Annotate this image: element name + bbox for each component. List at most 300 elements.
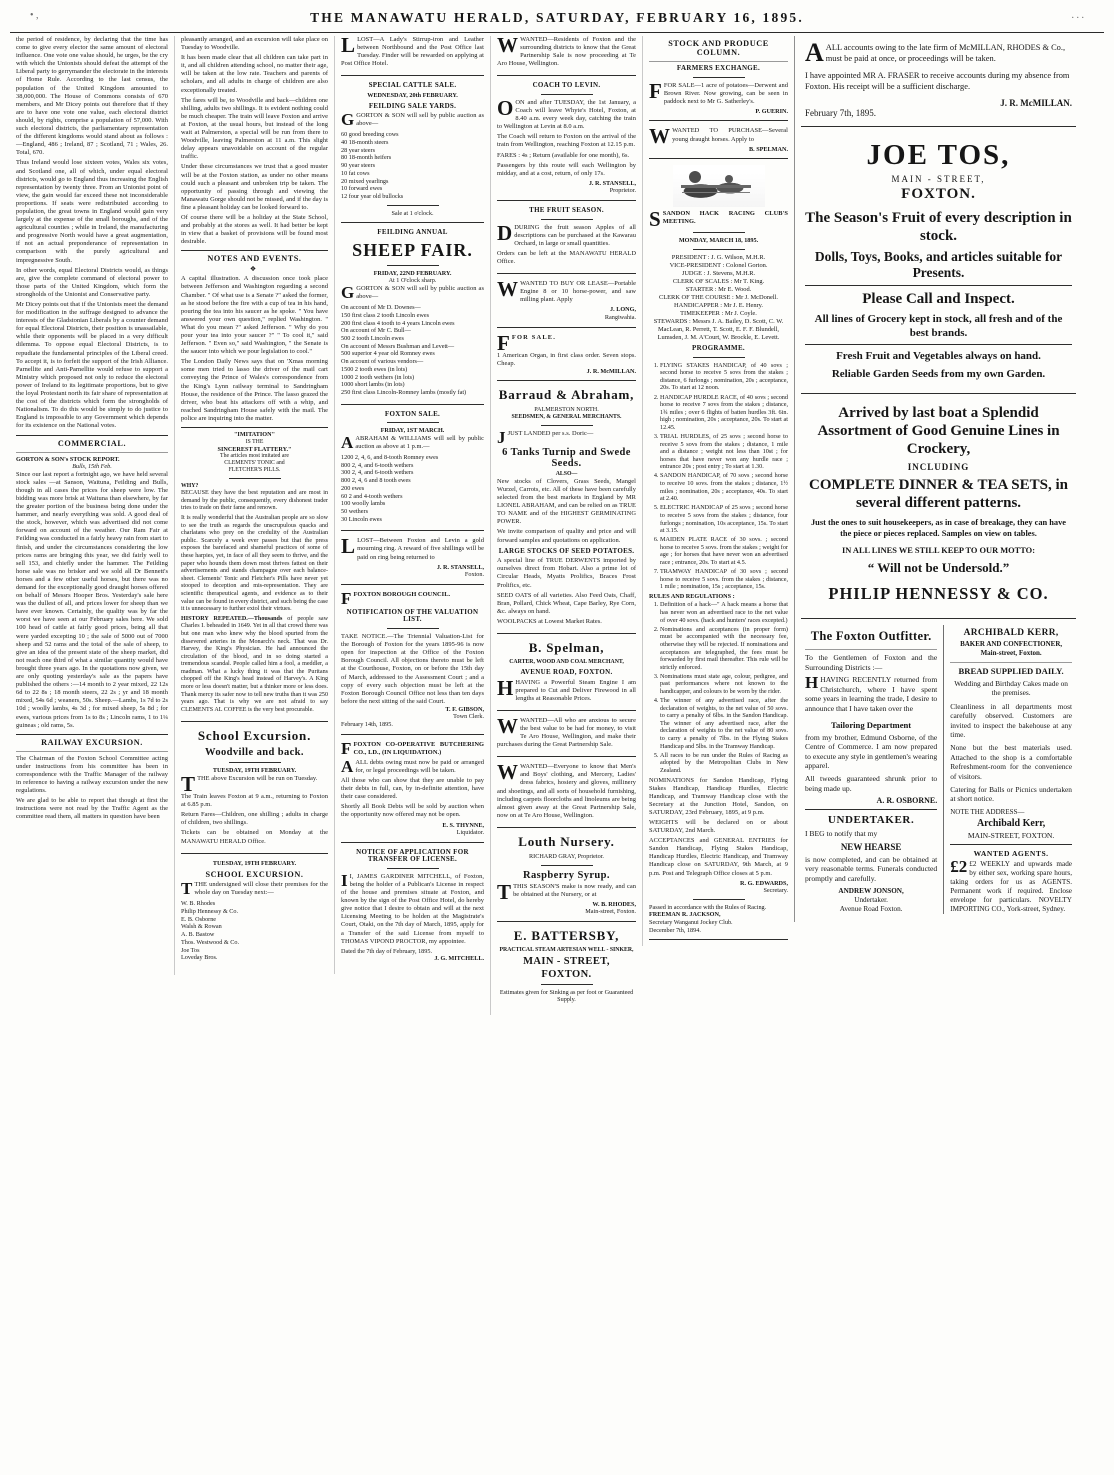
- ad-terms: Sale at 1 o'clock.: [391, 209, 434, 217]
- divider: [693, 357, 745, 358]
- ad-line: Fresh Fruit and Vegetables always on hand.: [836, 350, 1041, 362]
- paragraph: WOOLPACKS at Lowest Market Rates.: [497, 617, 602, 625]
- notice-lost-ring[interactable]: [341, 534, 484, 584]
- divider: [693, 232, 745, 233]
- divider: [387, 628, 439, 629]
- ad-subtitle: CARTER, WOOD AND COAL MERCHANT,: [509, 659, 624, 665]
- ad-motto-pre: IN ALL LINES WE STILL KEEP TO OUR MOTTO:: [841, 546, 1035, 555]
- paragraph-text: HAVING RECENTLY returned from Christchurch, where I have spent some years in learning the trade, I desire to announce that I have taken over the: [805, 675, 938, 713]
- notice-title: FOXTON CO-OPERATIVE BUTCHERING CO., LD., (IN LIQUIDATION.): [353, 740, 484, 756]
- paragraph: A special line of TRUE DERWENTS imported by ourselves direct from Hobart. Also a prime lot of Circular Heads, Myatts Prolifics, Braces Frost Prolifics, etc.: [497, 557, 636, 589]
- ad-department: Tailoring Department: [831, 719, 912, 730]
- ad-wanted-agents-heading: WANTED AGENTS.: [973, 848, 1049, 858]
- paragraph: The Coach will return to Foxton on the arrival of the train from Wellington, reaching Foxton at 12.15 p.m.: [497, 133, 636, 149]
- paragraph: [497, 33, 636, 68]
- ad-body: [181, 772, 328, 846]
- paragraph: The Train leaves Foxton at 9 a.m., returning to Foxton at 6.85 p.m.: [181, 793, 328, 809]
- notice-fruit-season[interactable]: [497, 207, 636, 274]
- ad-business-name: ARCHIBALD KERR,: [963, 628, 1059, 638]
- paragraph-text: GORTON & SON will sell by public auction as above—: [356, 112, 484, 128]
- ad-line: Dolls, Toys, Books, and articles suitable for Presents.: [814, 249, 1063, 280]
- ad-note: NOTE THE ADDRESS—: [950, 807, 1025, 816]
- ad-louth-nursery[interactable]: [497, 834, 636, 922]
- ad-trade: BAKER AND CONFECTIONER,: [960, 640, 1063, 648]
- official: CLERK OF THE COURSE : Mr J. McDonell.: [658, 294, 778, 302]
- ad-title: Louth Nursery.: [518, 833, 615, 849]
- columns-container: [10, 33, 1104, 1015]
- sheep-fair-lot-list: [341, 304, 484, 396]
- signature: ANDREW JONSON,: [838, 886, 904, 895]
- ad-b-spelman[interactable]: [497, 640, 636, 711]
- ad-also: ALSO—: [555, 470, 578, 477]
- paragraph: The London Daily News says that on 'Xmas morning some men tried to lasso the driver of the mail cart conveying the Prince of Wales's correspondence from the King's Lynn railway terminal to Sandringham House, the residence of the Prince. The lasso grazed the driver, who beat his attackers off with a whip, and reached Sandringham House safely with the mail. The police are inquiring into the matter.: [181, 358, 328, 422]
- ad-title: SHEEP FAIR.: [352, 239, 473, 260]
- ad-title: The Foxton Outfitter.: [810, 629, 932, 643]
- divider: [229, 478, 281, 479]
- ad-undertaker-heading: UNDERTAKER.: [827, 814, 915, 827]
- ad-archibald-kerr[interactable]: [944, 625, 1072, 914]
- ad-body: [805, 733, 937, 794]
- stock-report-body: Since our last report a fortnight ago, we have held several stock sales —at Sanson, Waituna, Feilding and Bulls, though in all cases the prices for sheep were low. The bidding was more brisk at Waituna than elsewhere, by far the greater portion of the business being done under the hammer, and nearly everything was sold. A good deal of the stock, however, which was advertised did not come forward on account of the weather. Our Ram Fair at Feilding was conducted in a fairly heavy rain from start to finish, and under the circumstances considering the low prices rams are bringing this year, we did fairly well to sell 153, and chiefly under the hammer. The Feilding horse sale was no brisker and we sold all Dr Bennett's horses and a few other useful horses, but there was no demand for the exceptionally good draught horses offered on behalf of Messrs Hooper Bros. Yesterday's sale here was the dullest of all, and prices lower for sheep than we have ever known. Certainly, the quality was by far the worst we have seen at our February sales here. We sold 100 head of cattle at fairly good prices, being all that were yarded excepting 10 ; the sale of 5000 out of 7000 sheep and 52 rams and the total of the sale of sheep, to give an idea of the present state of the sheep market, did not reach one third of what a similar quantity would have brought three years ago. In the quotations now given, we are only quoting yesterday's sale as the papers have published the others :—14 month to 2 year mixed, 22 12s 6d to 22 8s ; 18 month steers, 22 2s ; yr and 18 month mixed, 54s 6d ; weaners, 50s. Sheep.—Lambs, 1s 7d to 2s 10d ; woolly lambs, 4s 3d ; for mixed sheep, 5s 8d ; for ewes, various prices from 1s to 8s ; Lincoln rams, 1 to 1¼ guineas ; old rams, 5s.: [16, 470, 168, 729]
- paragraph: Cleanliness in all departments most carefully observed. Customers are invited to inspect the bakehouse at any time.: [950, 701, 1072, 740]
- rules-list: [660, 601, 788, 774]
- notice-title-line: [497, 330, 636, 355]
- notice-title-line: [341, 738, 484, 759]
- notice-mcmillan-accounts[interactable]: [801, 36, 1076, 127]
- paragraph: WEIGHTS will be declared on or about SATURDAY, 2nd March.: [649, 818, 788, 835]
- signature: E. S. THYNNE,: [442, 821, 484, 829]
- ad-title: SCHOOL EXCURSION.: [205, 870, 304, 880]
- list-item: 12 four year old bullocks: [341, 192, 404, 200]
- paragraph-text: ALL debts owing must now be paid or arranged for, or legal proceedings will be taken.: [355, 758, 484, 774]
- paragraph-text: WANTED—Everyone to know that Men's and Boys' clothing, and Mercery, Ladies' dress fabrics, hosiery and gloves, millinery and shoetings, and all sorts of household furnishing, including carpets floorcloths and linoleums are being almost given away at the Great Partnership Sale, now on at Te Aro House, Wellington.: [497, 763, 636, 819]
- column-4: [490, 33, 642, 1015]
- divider: [541, 865, 593, 866]
- paragraph: The fares will be, to Woodville and back—children one shilling, adults two shillings. It is evident nothing could be much cheaper. The train will leave Foxton and arrive at Foxton, at the usual hours, but instead of the long wait at Palmerston, a special will be run from there to Woodville, leaving Palmerston at 11 a.m. This slight delay appears unavoidable on account of the regular traffic.: [181, 96, 328, 161]
- notice-body: [341, 756, 484, 820]
- paragraph: [497, 330, 636, 355]
- divider: [387, 265, 439, 266]
- paragraph-text: ABRAHAM & WILLIAMS will sell by public auction as above at 1 p.m.—: [355, 434, 484, 450]
- programme-list: [660, 362, 788, 591]
- paragraph-text: FOR SALE—1 acre of potatoes—Derwent and Brown River. Now growing, can be seen in paddock next to Mr G. Satherley's.: [663, 81, 788, 105]
- paragraph: Of course there will be a holiday at the State School, and probably at the stores as well. It had better be kept in view that a basket of provisions will be found most desirable.: [181, 213, 328, 246]
- signature-date: December 7th, 1894.: [649, 926, 701, 934]
- paragraph-text: WANTED—Residents of Foxton and the surrounding districts to know that the Great Partnership Sale is now proceeding at Te Aro House, Wellington.: [497, 36, 636, 68]
- history-body: of people saw Charles I. beheaded in 1649. Yet in all that crowd there was but one man who knew why the blood spurted from the dissevered arteries in the Monarch's neck. That was Dr. Harvey, the King's Physician. He had announced the circulation of the blood, and in so doing started a tremendous scandal. People called him a fool, a meddler, a madman. What a lucky thing it was that the Puritans chopped off the King's head instead of Harvey's. A King more or less doesn't matter, but a thinker more or less does. Thank mercy its safer now to tell new truths than it was 250 years ago. That is why we are not afraid to say CLEMENTS AL COFFEE is the very best procurable.: [181, 615, 329, 713]
- ad-line: The articles most imitated are: [220, 453, 289, 460]
- ad-crockery[interactable]: [801, 394, 1076, 619]
- ad-line: COMPLETE DINNER & TEA SETS, in several different patterns.: [809, 477, 1068, 511]
- official: CLERK OF SCALES : Mr T. King.: [672, 278, 765, 286]
- paragraph: Catering for Balls or Picnics undertaken at short notice.: [950, 785, 1072, 804]
- divider: [950, 844, 1072, 845]
- paragraph-text: WANTED TO PURCHASE—Several young draught horses. Apply to: [672, 127, 788, 143]
- notice-for-sale-organ[interactable]: [497, 330, 636, 382]
- notice-body: TAKE NOTICE.—The Triennial Valuation-List for the Borough of Foxton for the years 1895-96 is now open for inspection at the Office of the Foxton Borough Council. All objections thereto must be left at the Courthouse, Foxton, on or before the 15th day of March, addressed to the Assessment Court ; and a copy of every such objection must be left at the Foxton Borough Council Office not less than ten days before the next sitting of the said Court.: [341, 633, 484, 705]
- paragraph: A capital illustration. A discussion once took place between Jefferson and Washington regarding a second Chamber. " Of what use is a Senate ?" asked the former, as he stood before the fire with a cup of tea in his hand, pouring the tea into his saucer as he spoke. " You have answered your own question," replied Washington. " What do you mean ?" asked Jefferson. " Why do you pour your tea into your saucer ?" " To cool it," said Jefferson. " Even so," said Washington, " the Senate is the saucer into which we pour legislation to cool.": [181, 275, 328, 356]
- list-item: 200 first class 4 tooth to 4 years Lincoln ewes: [341, 319, 455, 327]
- divider: [16, 452, 168, 453]
- paragraph: SEED OATS of all varieties. Also Feed Oats, Chaff, Bran, Pollard, Chick Wheat, Cape Barley, Rye Corn, &c. always on hand.: [497, 591, 636, 615]
- list-item: Joe Tos: [181, 946, 200, 954]
- ad-body: [805, 829, 937, 839]
- divider: [649, 61, 788, 62]
- ad-body: [497, 675, 636, 705]
- notice-wanted-engine[interactable]: [497, 277, 636, 327]
- paragraph: [497, 760, 636, 820]
- dropcap: W: [649, 124, 671, 149]
- signature: J. G. MITCHELL.: [434, 955, 484, 963]
- article-electoral-districts: [16, 36, 168, 431]
- paragraph: Tickets can be obtained on Monday at the MANAWATU HERALD Office.: [181, 829, 328, 845]
- horse-racing-woodcut-illustration: [673, 165, 765, 207]
- paragraph: [181, 881, 328, 897]
- list-item: On account of Mr C. Bull—: [341, 327, 411, 335]
- ad-title: B. Spelman,: [528, 640, 605, 655]
- divider: [387, 422, 439, 423]
- dropcap: T: [181, 772, 196, 797]
- ad-special-cattle-sale[interactable]: [341, 82, 484, 223]
- ad-address: AVENUE ROAD, FOXTON.: [520, 668, 613, 676]
- notice-cooperative-liquidation[interactable]: [341, 738, 484, 843]
- section-heading-commercial: COMMERCIAL.: [57, 438, 127, 448]
- signature: B. SPELMAN.: [748, 145, 788, 153]
- ad-date: FRIDAY, 1ST MARCH.: [380, 427, 445, 435]
- notice-body: [497, 760, 636, 822]
- ad-line: FLETCHER'S PILLS.: [228, 467, 281, 474]
- notice-title: FOR SALE.: [511, 333, 557, 341]
- divider: [16, 751, 168, 752]
- list-item: 1500 2 tooth ewes (in lots): [341, 365, 408, 373]
- ad-pair-outfitter-kerr: [801, 619, 1076, 922]
- ad-line: CLEMENTS' TONIC and: [224, 460, 285, 467]
- pound-symbol: £2: [950, 856, 968, 876]
- notice-body: [497, 220, 636, 266]
- dropcap: G: [341, 283, 355, 303]
- notice-borough-council[interactable]: [341, 588, 484, 735]
- officials-list: [649, 254, 788, 342]
- list-item: 800 2, 4, 6 and 8 tooth ewes: [341, 477, 411, 485]
- club-title: SANDON HACK RACING CLUB'S MEETING.: [662, 210, 788, 226]
- paragraph: All those who can show that they are unable to pay their debts in full, can, by in-definite attention, have their case considered.: [341, 777, 484, 801]
- list-item: 1000 2 tooth wethers (in lots): [341, 373, 415, 381]
- dropcap: W: [497, 33, 519, 57]
- paragraph: New stocks of Clovers, Grass Seeds, Mangel Wurzel, Carrots, etc. All of these have been carefully selected from the best markets in England by MR LIONEL ABRAHAM, and can be relied on as TRUE TO NAME and of the HIGHEST GERMINATING POWER.: [497, 477, 636, 526]
- paragraph: [181, 616, 328, 715]
- divider: [541, 984, 593, 985]
- notice-title: THE FRUIT SEASON.: [529, 206, 604, 214]
- list-item: On account of Mr D. Downes—: [341, 304, 421, 312]
- ad-street: MAIN - STREET,: [891, 174, 986, 184]
- paragraph: the period of residence, by declaring that the time has come to give every elector the same amount of electoral influence. One vote one value should, he urges, be the cry with which the Unionists should defeat the attempt of the Liberal party to gerrymander the electorate in the interests of Home Rule. According to the last census, the population of the United Kingdom amounted to 38,000,000. The House of Commons consists of 670 members, and Mr Dicey points out therefore that if they are to have one vote one value, each electoral district should, by rights, comprise a population of 57,000. With such electoral districts, the parliamentary representation of the different kingdoms would stand about as follows : —England, 486 ; Ireland, 87 ; Scotland, 71 ; Wales, 26. Total, 670.: [16, 36, 168, 157]
- dropcap: F: [649, 78, 662, 103]
- notice-licence-transfer[interactable]: [341, 849, 484, 968]
- divider: [16, 734, 168, 735]
- signature-role: Secretary.: [763, 887, 788, 895]
- paragraph: NOMINATIONS for Sandon Handicap, Flying Stakes Handicap, Handicap Hurdles, Electric Handicap, and Tramway Handicap close with the Secretary at the Junction Hotel, Sandon, on SATURDAY, 23rd February, 1895, at 9 p.m.: [649, 776, 788, 816]
- ad-barraud-abraham[interactable]: [497, 387, 636, 634]
- ad-title: COACH TO LEVIN.: [532, 81, 601, 90]
- dropcap: F: [341, 588, 352, 608]
- paragraph-text: WANTED TO BUY OR LEASE—Portable Engine 8 or 10 horse-power, and saw milling plant. Apply: [520, 280, 636, 304]
- ad-line: BREAD SUPPLIED DAILY.: [958, 666, 1064, 676]
- ad-why-heading: WHY?: [181, 483, 199, 490]
- ad-line: All lines of Grocery kept in stock, all fresh and of the best brands.: [814, 313, 1063, 339]
- paragraph: from my brother, Edmund Osborne, of the Centre of Commerce. I am now prepared to execute any style in gentlemen's wearing apparel.: [805, 732, 938, 771]
- ad-town: FOXTON.: [541, 968, 592, 980]
- dropcap: W: [497, 760, 519, 785]
- paragraph: ACCEPTANCES and GENERAL ENTRIES for Sandon Handicap, Flying Stakes Handicap, Handicap Hurdles, Electric Handicap, and Tramway Handicap close on SATURDAY, 9th March, at 9 p.m. Post and Telegraph Office closes at 5 p.m.: [649, 837, 788, 877]
- notice-body: [805, 38, 1072, 92]
- masthead-decor-right: . . .: [1071, 10, 1084, 21]
- ad-school-excursion-closures[interactable]: [181, 860, 328, 969]
- paragraph-text: THE undersigned will close their premises for the whole day on Tuesday next:—: [194, 881, 328, 897]
- ad-body: [497, 557, 636, 626]
- paragraph: To the Gentlemen of Foxton and the Surrounding Districts :—: [805, 653, 938, 672]
- ad-school-excursion[interactable]: [181, 728, 328, 853]
- paragraph: [497, 277, 636, 304]
- signature-place: MAIN-STREET, FOXTON.: [967, 830, 1055, 840]
- ad-e-battersby[interactable]: [497, 928, 636, 1009]
- notice-te-aro-everyone[interactable]: [497, 760, 636, 828]
- ad-section-heading: LARGE STOCKS OF SEED POTATOES.: [498, 546, 635, 555]
- paragraph: Orders can be left at the MANAWATU HERALD Office.: [497, 249, 636, 265]
- ad-body: Just the ones to suit housekeepers, as in case of breakage, they can have the piece or pieces replaced. Samples on view on tables.: [810, 518, 1067, 538]
- programme-item: 5. ELECTRIC HANDICAP of 25 sovs ; second horse to receive 5 sovs from the stakes ; distance, four furlongs ; nomination, 10s acceptance, 15s. To start at 3.15.: [660, 504, 788, 534]
- notice-for-sale-potatoes[interactable]: [649, 78, 788, 122]
- ad-title: E. BATTERSBY,: [513, 927, 620, 943]
- rules-heading: RULES AND REGULATIONS :: [649, 592, 735, 600]
- notice-date: February 14th, 1895.: [341, 721, 393, 729]
- notice-body: [497, 713, 636, 751]
- ad-subtitle: Woodville and back.: [205, 747, 304, 759]
- ad-clements-tonic[interactable]: [181, 431, 328, 722]
- official: HANDICAPPER : Mr J. E. Henry.: [673, 302, 764, 310]
- signature-role: Liquidator.: [456, 829, 484, 837]
- ad-title: School Excursion.: [197, 728, 312, 744]
- dropcap: O: [497, 95, 514, 120]
- section-heading-notes-and-events: NOTES AND EVENTS.: [207, 254, 302, 264]
- ad-sandon-hack-racing-club[interactable]: [649, 207, 788, 940]
- signature-role: Secretary Wanganui Jockey Club.: [649, 919, 733, 926]
- notice-wanted-draught-horses[interactable]: [649, 124, 788, 159]
- divider: [693, 249, 745, 250]
- ad-body: [805, 653, 937, 717]
- paragraph: [341, 870, 484, 946]
- ad-coach-to-levin[interactable]: [497, 82, 636, 201]
- signature-date: February 7th, 1895.: [805, 108, 876, 118]
- notice-title-line: [341, 588, 484, 608]
- paragraph: Shortly all Book Debts will be sold by auction when the opportunity now offered may not be open.: [341, 803, 484, 819]
- ad-proprietor: RICHARD GRAY, Proprietor.: [529, 852, 604, 860]
- dropcap: J: [497, 427, 506, 447]
- dropcap: F: [497, 330, 510, 355]
- divider: [16, 435, 168, 436]
- ad-joe-tos[interactable]: [801, 127, 1076, 394]
- ad-pretitle: FEILDING ANNUAL: [377, 228, 448, 237]
- masthead-title: THE MANAWATU HERALD, SATURDAY, FEBRUARY 16, 1895.: [310, 10, 804, 25]
- paragraph: [649, 207, 788, 232]
- two-column-ad-group: [805, 625, 1072, 914]
- divider: [181, 427, 328, 428]
- dropcap: H: [805, 673, 819, 693]
- list-item: 300 2, 4, and 6-tooth wethers: [341, 469, 414, 477]
- list-item: 40 18-month steers: [341, 139, 389, 147]
- paragraph: [497, 675, 636, 703]
- ad-body: [497, 427, 636, 447]
- dropcap: T: [497, 879, 512, 904]
- ad-product: Raspberry Syrup.: [523, 869, 610, 881]
- list-item: 30 Lincoln ewes: [341, 515, 382, 523]
- divider: [805, 649, 937, 650]
- paragraph: [341, 756, 484, 776]
- stock-report-heading: GORTON & SON's STOCK REPORT.: [16, 455, 120, 463]
- ad-foxton-sale[interactable]: [341, 411, 484, 532]
- signature-place: Rangiwahia.: [604, 313, 636, 321]
- paragraph-text: LOST—A Lady's Stirrup-iron and Leather between Northbound and the Post Office last Tuesday. Finder will be rewarded on applying at Post Office Hotel.: [341, 36, 484, 68]
- ad-line: Arrived by last boat a Splendid Assortment of Good Genuine Lines in Crockery,: [817, 405, 1060, 457]
- notice-body: [649, 78, 788, 108]
- ad-line: The Season's Fruit of every description in stock.: [805, 210, 1072, 244]
- signature: J. LONG,: [610, 306, 636, 314]
- ad-town: FOXTON.: [901, 186, 976, 202]
- ad-address: Main-street, Foxton.: [980, 649, 1042, 657]
- rule-item: 5. All races to be run under the Rules of Racing as adopted by the Metropolitan Clubs in New Zealand.: [660, 752, 788, 775]
- foxton-sale-lot-list: [341, 454, 484, 523]
- ad-item: 6 Tanks Turnip and Swede Seeds.: [502, 446, 631, 469]
- ad-body: [950, 856, 1072, 914]
- ad-body: [181, 881, 328, 899]
- divider: [541, 219, 593, 220]
- ad-title: SPECIAL CATTLE SALE.: [368, 81, 457, 90]
- paragraph: FARES : 4s ; Return (available for one month), 6s.: [497, 151, 630, 159]
- signature-place: Foxton.: [464, 571, 484, 579]
- ad-date: TUESDAY, 19TH FEBRUARY.: [212, 859, 297, 867]
- dropcap: W: [497, 713, 519, 738]
- rule-item: 1. Definition of a hack—" A hack means a horse that has never won an advertised race to the net value of over 40 sovs. (hack and hunters' races excepted.): [660, 601, 788, 624]
- list-item: 28 year steers: [341, 146, 376, 154]
- notice-body: [341, 33, 484, 70]
- ad-date: TUESDAY, 19TH FEBRUARY.: [212, 767, 297, 775]
- notice-title: NOTICE OF APPLICATION FOR TRANSFER OF LICENSE.: [356, 847, 469, 864]
- ad-history-block: [181, 616, 328, 715]
- ad-line: SINCEREST FLATTERY.": [217, 445, 292, 453]
- programme-item: 2. HANDICAP HURDLE RACE, of 40 sovs ; second horse to receive 7 sovs from the stakes ; distance, 1¾ miles ; over 6 flights of batten hurdles 3ft. 6in. high ; nomination, 20s ; acceptance, 20s. To start at 12.45.: [660, 394, 788, 432]
- programme-item: 1. FLYING STAKES HANDICAP, of 40 sovs ; second horse to receive 5 sovs from the stakes ; distance, 6 furlongs ; nomination, 20s ; acceptance, 20s. To start at 12 noon.: [660, 362, 788, 392]
- ad-body: Estimates given for Sinking as per foot or Guaranteed Supply.: [499, 988, 634, 1004]
- notice-body: [497, 277, 636, 306]
- divider: [693, 899, 745, 900]
- entries-info: [649, 777, 788, 878]
- list-item: W. B. Rhodes: [181, 900, 216, 908]
- ad-foxton-outfitter[interactable]: [805, 625, 944, 914]
- meeting-date: MONDAY, MARCH 18, 1895.: [678, 237, 759, 245]
- ad-body: [341, 285, 484, 303]
- paragraph: [341, 738, 484, 758]
- dropcap: A: [805, 38, 824, 67]
- dropcap: L: [341, 33, 356, 57]
- paragraph: [497, 220, 636, 248]
- paragraph-text: LOST—Between Foxton and Levin a gold mourning ring. A reward of five shillings will be paid on ring being returned to: [357, 537, 484, 561]
- column-6-display-ads: [794, 36, 1082, 922]
- notice-te-aro-anxious[interactable]: [497, 713, 636, 757]
- official: STARTER : Mr E. Wood.: [685, 286, 752, 294]
- paragraph: Under these circumstances we trust that a good muster will be at the Foxton station, as under no other means could such a pleasant and unbroken trip be taken. The opportunity of passing through and viewing the Manawatu Gorge should not be missed, and if the day is fine a pleasant holiday can be looked forward to.: [181, 163, 328, 211]
- list-item: 10 forward ewes: [341, 185, 383, 193]
- ad-feilding-sheep-fair[interactable]: [341, 229, 484, 404]
- paragraph: Wedding and Birthday Cakes made on the premises.: [954, 679, 1068, 698]
- notice-body: [341, 534, 484, 563]
- paragraph: [341, 112, 484, 128]
- list-item: Thos. Westwood & Co.: [181, 938, 239, 946]
- dropcap: A: [341, 756, 354, 776]
- notice-body: [341, 870, 484, 948]
- stock-report: [16, 456, 168, 730]
- ad-title: Barraud & Abraham,: [498, 387, 635, 403]
- club-title-line: [649, 207, 788, 232]
- paragraph-text: ON and after TUESDAY, the 1st January, a Coach will leave Whyte's Hotel, Foxton, at 8.40 a.m. every week day, catching the train to Wellington at Levin at 8.0 a.m.: [497, 98, 636, 131]
- ad-body: [950, 679, 1072, 804]
- column-5: [642, 36, 794, 946]
- notice-title: FOXTON BOROUGH COUNCIL.: [353, 590, 451, 598]
- closure-list: [181, 900, 328, 962]
- divider: [805, 285, 1072, 286]
- divider: [387, 868, 439, 869]
- official: VICE-PRESIDENT : Colonel Gorton.: [669, 262, 768, 270]
- history-heading: HISTORY REPEATED.—Thousands: [181, 615, 283, 622]
- paragraph: In other words, equal Electoral Districts would, as things are, give the complete command of electoral power to those parts of the United Kingdom, which form the strongholds of the Unionist and Conservative party.: [16, 266, 168, 298]
- dropcap: A: [341, 432, 354, 452]
- list-item: 150 first class 2 tooth Lincoln ewes: [341, 311, 429, 319]
- paragraph: [649, 78, 788, 106]
- railway-excursion-article: [16, 755, 168, 822]
- divider: [805, 344, 1072, 345]
- ad-title: FOXTON SALE.: [384, 409, 441, 418]
- rule-item: 3. Nominations must state age, colour, pedigree, and past performances where not known to the handicapper, and colours to be worn by the rider.: [660, 673, 788, 696]
- official: PRESIDENT : J. G. Wilson, M.H.R.: [671, 254, 766, 262]
- list-item: 60 2 and 4-tooth wethers: [341, 492, 403, 500]
- notice-body: [497, 33, 636, 70]
- column-1: [10, 36, 174, 823]
- list-item: Loveday Bros.: [181, 954, 218, 962]
- ornament: ❖: [249, 265, 260, 274]
- signature: Archibald Kerr,: [976, 817, 1046, 829]
- paragraph: [341, 33, 484, 68]
- ad-body: [497, 95, 636, 178]
- list-item: 20 mixed yearlings: [341, 177, 389, 185]
- paragraph-text: £2 WEEKLY and upwards made by either sex, working spare hours, taking orders for us as AGENTS. Permanent work if required. Enclose envelope for particulars. NOVELTY IMPORTING CO., York-street, Sydney.: [950, 859, 1072, 913]
- programme-item: 3. TRIAL HURDLES, of 25 sovs ; second horse to receive 5 sovs from the stakes ; distance, 1 mile and a distance ; weight not less than 10st ; for horses that have never won any hurdle race ; entrance 20s ; post entry ; To start at 1.30.: [660, 433, 788, 471]
- list-item: 1000 short lambs (in lots): [341, 381, 405, 389]
- dropcap: G: [341, 110, 355, 130]
- notice-date: Dated the 7th day of February, 1895.: [341, 947, 433, 955]
- paragraph: It is really wonderful that the Australian people are so slow to see the truth as regards the unscrupulous quacks and charlatans who prey on the credulity of the Australian public. Scarcely a week ever passes but that the press exposes the barefaced and shameful practices of some of these harpies, yet, in face of all they seem to thrive, and the paper who hounds them down most thrives fattest on their advertisements and stands champagne over each balance-sheet. Clements' Tonic and Fletcher's Pills have never yet stooped to deception and mis-representation. They are scientific therapeutical agents, and evidence as to their value can be found in every district, and such being the case it is unnecessary to further extol their virtues.: [181, 515, 328, 613]
- divider: [229, 762, 281, 763]
- notice-te-aro-house-wanted[interactable]: [497, 33, 636, 76]
- list-item: A. B. Bastow: [181, 931, 215, 939]
- paragraph-text: JUST LANDED per s.s. Doric—: [507, 429, 594, 437]
- list-item: 250 first class Lincoln-Romney lambs (mostly fat): [341, 388, 467, 396]
- notice-lost-stirrup-iron[interactable]: [341, 33, 484, 76]
- section-heading-stock-and-produce: STOCK AND PRODUCE COLUMN.: [668, 39, 769, 57]
- list-item: On account of various vendors—: [341, 358, 424, 366]
- list-item: E. B. Osborne: [181, 915, 217, 923]
- section-heading-railway-excursion: RAILWAY EXCURSION.: [41, 737, 143, 747]
- paragraph: [341, 588, 484, 608]
- list-item: Philip Hennessy & Co.: [181, 908, 239, 916]
- dropcap: S: [649, 207, 661, 232]
